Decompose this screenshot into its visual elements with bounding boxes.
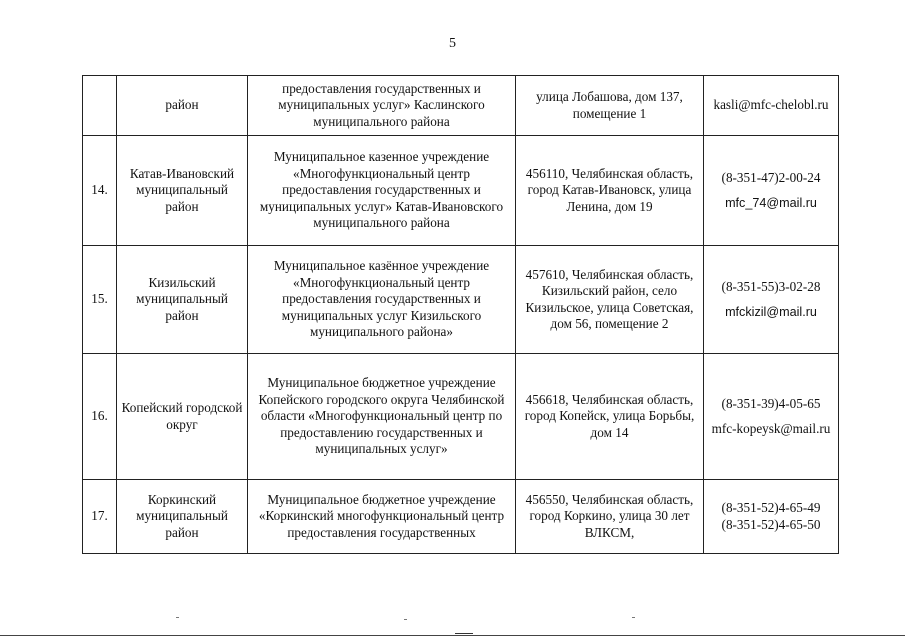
table-row — [83, 246, 839, 354]
phone-text: (8-351-39)4-05-65 — [721, 395, 821, 411]
table-row — [83, 354, 839, 480]
page-number: 5 — [449, 36, 456, 51]
phone-text: (8-351-47)2-00-24 — [721, 169, 821, 185]
row-number-cell — [83, 76, 117, 136]
contact-cell — [704, 136, 839, 246]
district-cell: Копейский городской округ — [117, 354, 248, 480]
institution-cell: предоставления государственных и муниципальных услуг» Каслинского муниципального района — [248, 76, 516, 136]
district-cell: Кизильский муниципальный район — [117, 246, 248, 354]
contact-cell — [704, 354, 839, 480]
contact-cell — [704, 480, 839, 554]
row-number-cell: 16. — [83, 354, 117, 480]
scan-artifact — [404, 619, 407, 620]
table-row — [83, 136, 839, 246]
email-text: mfc_74@mail.ru — [725, 196, 817, 210]
institution-cell: Муниципальное бюджетное учреждение Копейского городского округа Челябинской области «Многофункциональный центр по предоставлению государственных и муниципальных услуг» — [248, 354, 516, 480]
email-text: mfc-kopeysk@mail.ru — [711, 421, 831, 436]
scan-artifact — [176, 617, 179, 618]
district-cell: Катав-Ивановский муниципальный район — [117, 136, 248, 246]
district-cell: район — [117, 76, 248, 136]
email-text: kasli@mfc-chelobl.ru — [713, 97, 829, 113]
address-cell: 457610, Челябинская область, Кизильский район, село Кизильское, улица Советская, дом 56, помещение 2 — [516, 246, 704, 354]
address-cell: 456110, Челябинская область, город Катав-Ивановск, улица Ленина, дом 19 — [516, 136, 704, 246]
contact-cell — [704, 246, 839, 354]
address-cell: улица Лобашова, дом 137, помещение 1 — [516, 76, 704, 136]
district-cell: Коркинский муниципальный район — [117, 480, 248, 554]
bottom-scan-line — [0, 635, 905, 636]
address-cell: 456550, Челябинская область, город Коркино, улица 30 лет ВЛКСМ, — [516, 480, 704, 554]
address-cell: 456618, Челябинская область, город Копейск, улица Борьбы, дом 14 — [516, 354, 704, 480]
table-row — [83, 480, 839, 554]
scan-artifact — [455, 633, 473, 634]
institution-cell: Муниципальное казённое учреждение «Многофункциональный центр предоставления государственных и муниципальных услуг Кизильского муниципального района» — [248, 246, 516, 354]
row-number-cell: 15. — [83, 246, 117, 354]
institution-cell: Муниципальное казенное учреждение «Многофункциональный центр предоставления государственных и муниципальных услуг» Катав-Ивановского муниципального района — [248, 136, 516, 246]
phone-text: (8-351-55)3-02-28 — [721, 278, 821, 294]
row-number-cell: 14. — [83, 136, 117, 246]
phone-text: (8-351-52)4-65-49 — [721, 500, 821, 515]
row-number-cell: 17. — [83, 480, 117, 554]
scan-artifact — [632, 617, 635, 618]
phone-text-2: (8-351-52)4-65-50 — [721, 516, 821, 532]
mfc-registry-table — [82, 75, 839, 554]
institution-cell: Муниципальное бюджетное учреждение «Коркинский многофункциональный центр предоставления государственных — [248, 480, 516, 554]
contact-cell — [704, 76, 839, 136]
email-text: mfckizil@mail.ru — [725, 305, 817, 319]
table-row — [83, 76, 839, 136]
